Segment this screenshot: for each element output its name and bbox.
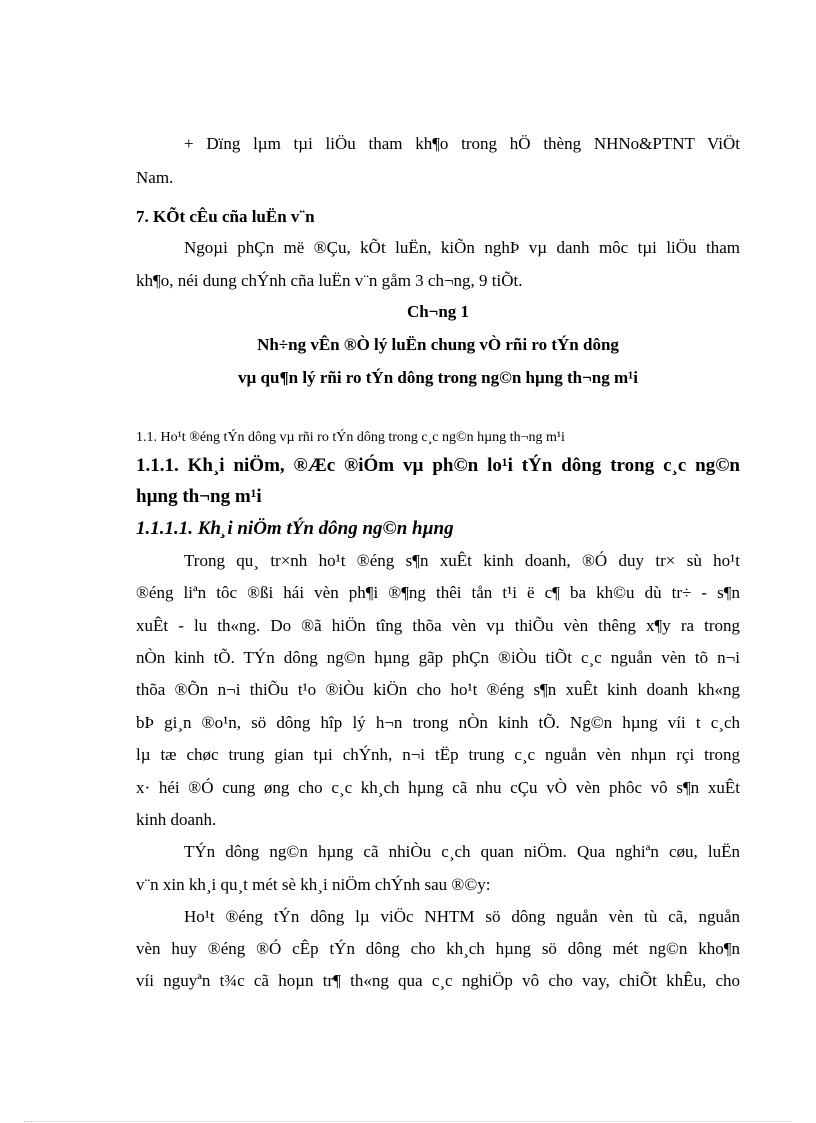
section-1-1-1-heading-line-1: 1.1.1. Kh¸i niÖm, ®Æc ®iÓm vµ ph©n lo¹i tÝn dông trong c¸c ng©n xyxy=(136,455,740,476)
intro-line-2: Nam. xyxy=(136,168,174,187)
paragraph-1-line: kinh doanh. xyxy=(136,810,217,829)
paragraph-3-line: víi nguyªn t¾c cã hoµn tr¶ th«ng qua c¸c nghiÖp vô cho vay, chiÕt khÊu, cho xyxy=(136,971,740,990)
section-7-para-line-1: Ngoµi phÇn më ®Çu, kÕt luËn, kiÕn nghÞ vµ danh môc tµi liÖu tham xyxy=(184,238,740,257)
paragraph-2-line: TÝn dông ng©n hµng cã nhiÒu c¸ch quan niÖm. Qua nghiªn cøu, luËn xyxy=(184,842,740,861)
section-1-1-1-heading-line-2: hµng th¬ng m¹i xyxy=(136,486,262,507)
paragraph-2-line: v¨n xin kh¸i qu¸t mét sè kh¸i niÖm chÝnh sau ®©y: xyxy=(136,875,491,894)
paragraph-3-line: vèn huy ®éng ®Ó cÊp tÝn dông cho kh¸ch hµng sö dông mét ng©n kho¶n xyxy=(136,939,740,958)
paragraph-1-line: x· héi ®Ó cung øng cho c¸c kh¸ch hµng cã nhu cÇu vÒ vèn phôc vô s¶n xuÊt xyxy=(136,778,740,797)
paragraph-1-line: nÒn kinh tÕ. TÝn dông ng©n hµng gãp phÇn ®iÒu tiÕt c¸c nguån vèn tõ n¬i xyxy=(136,648,740,667)
section-1-1-heading: 1.1. Ho¹t ®éng tÝn dông vµ rñi ro tÝn dông trong c¸c ng©n hµng th¬ng m¹i xyxy=(136,430,565,445)
chapter-title-line-1: Nh÷ng vÊn ®Ò lý luËn chung vÒ rñi ro tÝn dông xyxy=(257,335,619,354)
section-7-heading: 7. KÕt cÊu cña luËn v¨n xyxy=(136,207,315,226)
section-7-para-line-2: kh¶o, néi dung chÝnh cña luËn v¨n gåm 3 ch¬ng, 9 tiÕt. xyxy=(136,271,523,290)
chapter-title-line-2: vµ qu¶n lý rñi ro tÝn dông trong ng©n hµng th¬ng m¹i xyxy=(238,368,638,387)
page-bottom-divider xyxy=(24,1121,792,1122)
paragraph-1-line: lµ tæ chøc trung gian tµi chÝnh, n¬i tËp trung c¸c nguån vèn nhµn rçi trong xyxy=(136,745,740,764)
paragraph-1-line: thõa ®Õn n¬i thiÕu t¹o ®iÒu kiÖn cho ho¹t ®éng s¶n xuÊt kinh doanh kh«ng xyxy=(136,680,740,699)
paragraph-1-line: xuÊt - lu th«ng. Do ®ã hiÖn tîng thõa vèn vµ thiÕu vèn thêng x¶y ra trong xyxy=(136,616,740,635)
paragraph-3-line: Ho¹t ®éng tÝn dông lµ viÖc NHTM sö dông nguån vèn tù cã, nguån xyxy=(184,907,740,926)
paragraph-1-line: ®éng liªn tôc ®ßi hái vèn ph¶i ®¶ng thêi tån t¹i ë c¶ ba kh©u dù tr÷ - s¶n xyxy=(136,583,740,602)
intro-line-1: + Dïng lµm tµi liÖu tham kh¶o trong hÖ thèng NHNo&PTNT ViÖt xyxy=(184,134,740,153)
chapter-number: Ch¬ng 1 xyxy=(406,302,470,321)
section-1-1-1-1-heading: 1.1.1.1. Kh¸i niÖm tÝn dông ng©n hµng xyxy=(136,518,454,539)
paragraph-1-line: Trong qu¸ tr×nh ho¹t ®éng s¶n xuÊt kinh doanh, ®Ó duy tr× sù ho¹t xyxy=(184,551,740,570)
paragraph-1-line: bÞ gi¸n ®o¹n, sö dông hîp lý h¬n trong nÒn kinh tÕ. Ng©n hµng víi t c¸ch xyxy=(136,713,740,732)
